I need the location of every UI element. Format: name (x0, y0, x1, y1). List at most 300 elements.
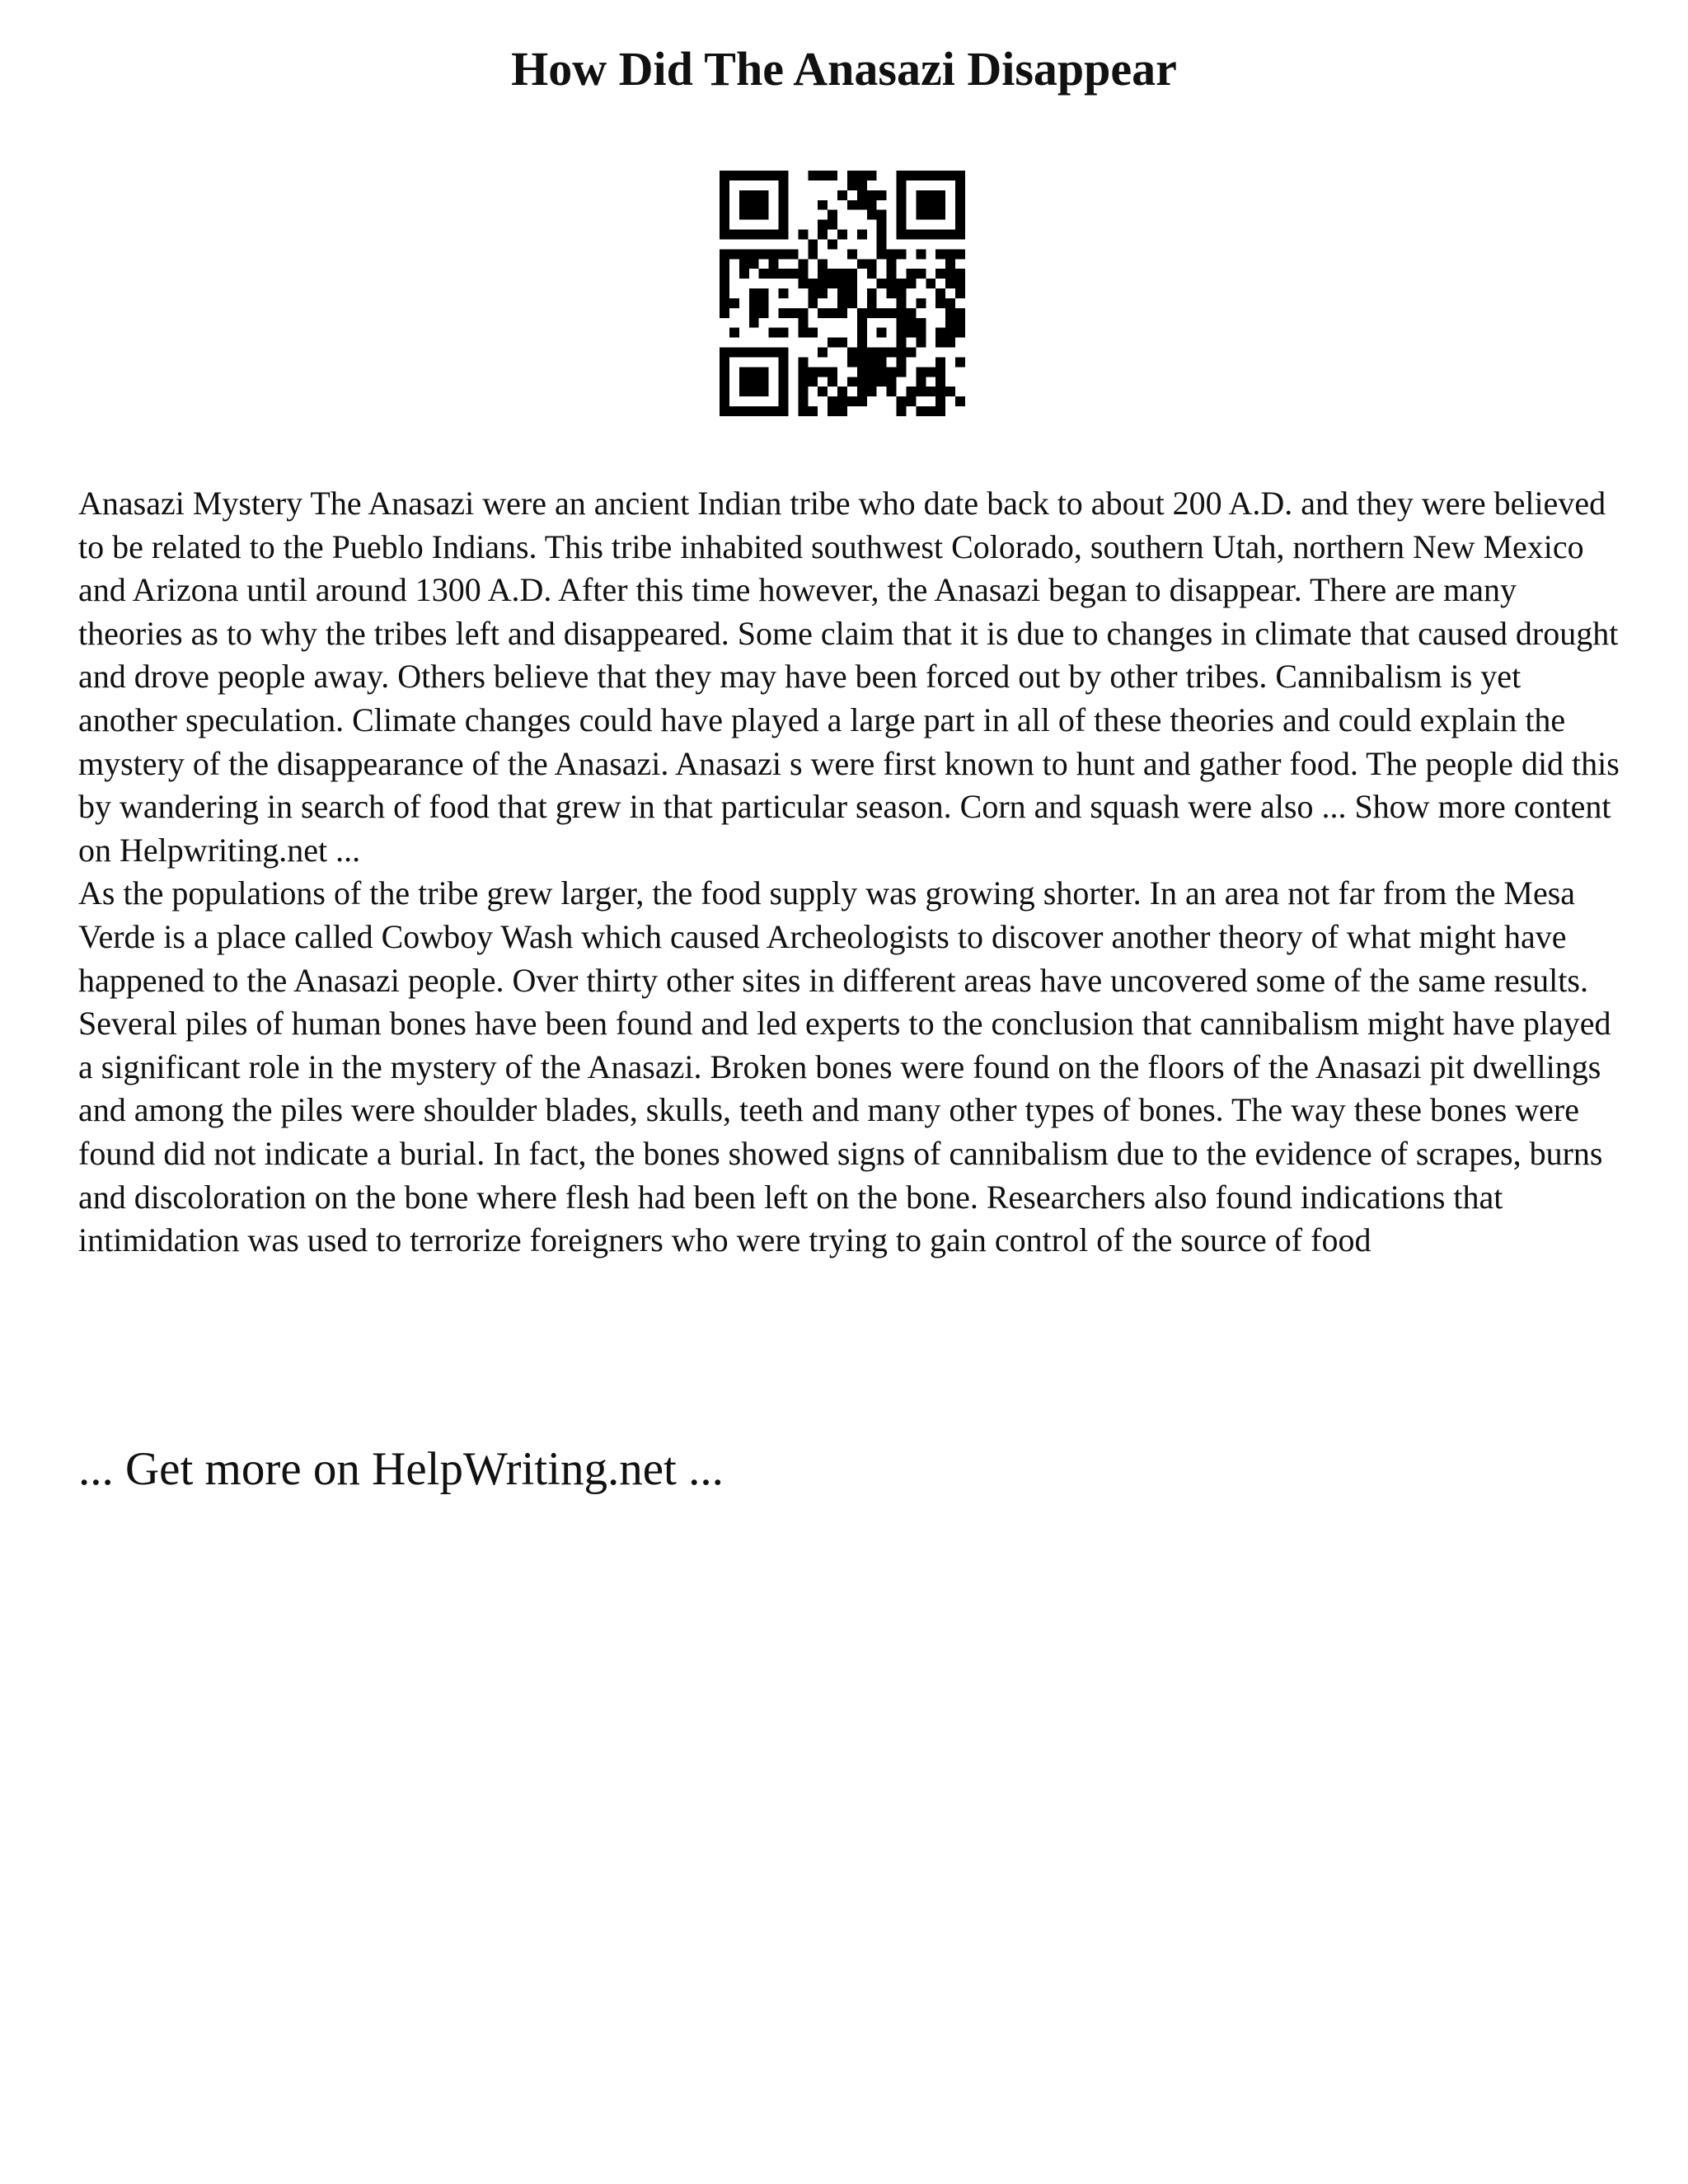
qr-module (769, 269, 779, 279)
qr-module (828, 210, 837, 220)
qr-module (739, 230, 749, 240)
qr-module (818, 279, 828, 288)
qr-module (926, 367, 935, 377)
qr-module (837, 288, 847, 298)
qr-module (897, 230, 907, 240)
qr-module (749, 259, 759, 269)
qr-module (818, 387, 828, 396)
qr-module (808, 239, 818, 249)
qr-module (828, 308, 837, 318)
qr-module (779, 406, 789, 416)
qr-module (720, 269, 729, 279)
qr-module (877, 210, 887, 220)
qr-module (779, 308, 789, 318)
qr-module (818, 288, 828, 298)
article-paragraph: Anasazi Mystery The Anasazi were an ancient Indian tribe who date back to about 200 A.D. and they were believed to be related to the Pueblo Indians. This tribe inhabited southwest Colorado, southern Utah, northern New Mexico and Arizona until around 1300 A.D. After this time however, the Anasazi began to disappear. There are many theories as to why the tribes left and disappeared. Some claim that it is due to changes in climate that caused drought and drove people away. Others believe that they may have been forced out by other tribes. Cannibalism is yet another speculation. Climate changes could have played a large part in all of these theories and could explain the mystery of the disappearance of the Anasazi. Anasazi s were first known to hunt and gather food. The people did this by wandering in search of food that grew in that particular season. Corn and squash were also ... Show more content on Helpwriting.net ... (78, 485, 1620, 869)
qr-module (729, 230, 739, 240)
qr-module (955, 279, 965, 288)
qr-module (818, 220, 828, 230)
qr-module (769, 249, 779, 259)
qr-module (867, 288, 877, 298)
qr-module (749, 190, 759, 200)
qr-module (935, 387, 945, 396)
qr-module (759, 171, 769, 180)
qr-module (779, 396, 789, 406)
qr-module (720, 298, 729, 308)
qr-module (877, 190, 887, 200)
qr-module (818, 367, 828, 377)
qr-module (935, 269, 945, 279)
qr-module (955, 171, 965, 180)
qr-module (945, 338, 955, 348)
qr-module (916, 190, 926, 200)
qr-module (808, 367, 818, 377)
qr-module (897, 210, 907, 220)
qr-module (945, 318, 955, 328)
page-title: How Did The Anasazi Disappear (511, 42, 1177, 96)
qr-module (759, 200, 769, 210)
qr-module (837, 230, 847, 240)
qr-module (916, 171, 926, 180)
qr-module (955, 210, 965, 220)
qr-module (877, 348, 887, 358)
qr-module (935, 377, 945, 387)
qr-module (897, 279, 907, 288)
qr-module (945, 279, 955, 288)
qr-module (749, 367, 759, 377)
qr-module (788, 249, 798, 259)
qr-module (935, 288, 945, 298)
qr-module (897, 249, 907, 259)
qr-module (877, 308, 887, 318)
qr-module (887, 308, 897, 318)
qr-module (887, 387, 897, 396)
qr-module (779, 377, 789, 387)
qr-module (788, 308, 798, 318)
qr-module (720, 210, 729, 220)
qr-module (945, 171, 955, 180)
qr-module (906, 279, 916, 288)
qr-module (759, 210, 769, 220)
qr-module (837, 269, 847, 279)
qr-module (916, 328, 926, 338)
qr-module (935, 230, 945, 240)
qr-module (779, 367, 789, 377)
qr-module (935, 249, 945, 259)
qr-module (935, 406, 945, 416)
qr-module (857, 259, 867, 269)
qr-module (828, 406, 837, 416)
qr-module (739, 249, 749, 259)
qr-module (749, 387, 759, 396)
qr-module (847, 180, 857, 190)
qr-module (955, 249, 965, 259)
qr-module (749, 377, 759, 387)
qr-module (837, 308, 847, 318)
qr-module (897, 318, 907, 328)
qr-module (897, 190, 907, 200)
qr-module (935, 328, 945, 338)
qr-module (739, 387, 749, 396)
qr-module (818, 171, 828, 180)
qr-module (818, 230, 828, 240)
qr-module (808, 328, 818, 338)
qr-module (739, 367, 749, 377)
qr-module (828, 338, 837, 348)
qr-module (847, 357, 857, 367)
qr-module (798, 230, 808, 240)
get-more-link[interactable]: ... Get more on HelpWriting.net ... (78, 1443, 724, 1495)
qr-module (877, 279, 887, 288)
qr-module (877, 367, 887, 377)
qr-module (749, 171, 759, 180)
qr-module (720, 377, 729, 387)
qr-module (877, 220, 887, 230)
qr-module (759, 288, 769, 298)
qr-module (837, 190, 847, 200)
qr-module (906, 171, 916, 180)
qr-module (867, 357, 877, 367)
qr-module (955, 200, 965, 210)
qr-module (857, 387, 867, 396)
qr-module (779, 288, 789, 298)
qr-module (935, 367, 945, 377)
qr-module (945, 230, 955, 240)
qr-module (945, 259, 955, 269)
qr-module (945, 298, 955, 308)
qr-module (720, 406, 729, 416)
qr-module (935, 396, 945, 406)
qr-module (798, 367, 808, 377)
qr-module (867, 259, 877, 269)
article-body (78, 482, 1628, 1263)
qr-module (779, 249, 789, 259)
qr-module (798, 279, 808, 288)
qr-module (867, 171, 877, 180)
qr-module (729, 298, 739, 308)
qr-module (857, 348, 867, 358)
qr-module (779, 357, 789, 367)
qr-module (798, 357, 808, 367)
qr-module (759, 406, 769, 416)
qr-module (955, 328, 965, 338)
qr-module (897, 308, 907, 318)
qr-module (720, 230, 729, 240)
qr-module (935, 200, 945, 210)
qr-module (808, 288, 818, 298)
qr-module (897, 367, 907, 377)
qr-module (837, 338, 847, 348)
qr-module (867, 308, 877, 318)
qr-module (867, 210, 877, 220)
qr-module (857, 171, 867, 180)
qr-module (779, 328, 789, 338)
qr-module (897, 298, 907, 308)
qr-module (867, 269, 877, 279)
qr-module (818, 200, 828, 210)
qr-module (935, 171, 945, 180)
qr-module (759, 348, 769, 358)
qr-module (769, 230, 779, 240)
qr-module (729, 348, 739, 358)
qr-module (945, 387, 955, 396)
qr-module (945, 269, 955, 279)
article-paragraph: As the populations of the tribe grew larger, the food supply was growing shorter. In an area not far from the Mesa Verde is a place called Cowboy Wash which caused Archeologists to discover another theory of what might have happened to the Anasazi people. Over thirty other sites in different areas have uncovered some of the same results. Several piles of human bones have been found and led experts to the conclusion that cannibalism might have played a significant role in the mystery of the Anasazi. Broken bones were found on the floors of the Anasazi pit dwellings and among the piles were shoulder blades, skulls, teeth and many other types of bones. The way these bones were found did not indicate a burial. In fact, the bones showed signs of cannibalism due to the evidence of scrapes, burns and discoloration on the bone where flesh had been left on the bone. Researchers also found indications that intimidation was used to terrorize foreigners who were trying to gain control of the source of food (78, 874, 1611, 1259)
qr-module (926, 200, 935, 210)
qr-module (906, 269, 916, 279)
qr-module (906, 318, 916, 328)
qr-module (818, 308, 828, 318)
qr-module (906, 308, 916, 318)
qr-module (897, 288, 907, 298)
qr-module (935, 190, 945, 200)
qr-module (749, 288, 759, 298)
qr-module (887, 367, 897, 377)
qr-module (887, 279, 897, 288)
qr-module (749, 210, 759, 220)
qr-module (739, 210, 749, 220)
qr-module (857, 396, 867, 406)
qr-module (916, 387, 926, 396)
qr-module (798, 387, 808, 396)
qr-module (916, 298, 926, 308)
qr-module (779, 180, 789, 190)
qr-module (808, 377, 818, 387)
qr-module (857, 318, 867, 328)
qr-module (720, 220, 729, 230)
qr-module (897, 338, 907, 348)
qr-module (828, 269, 837, 279)
qr-module (739, 406, 749, 416)
qr-module (887, 348, 897, 358)
qr-module (857, 377, 867, 387)
qr-module (798, 308, 808, 318)
qr-module (916, 318, 926, 328)
qr-module (857, 338, 867, 348)
qr-module (945, 308, 955, 318)
qr-module (739, 269, 749, 279)
qr-module (916, 269, 926, 279)
qr-module (739, 190, 749, 200)
qr-module (887, 288, 897, 298)
qr-module (808, 249, 818, 259)
qr-module (828, 220, 837, 230)
qr-module (857, 230, 867, 240)
qr-module (867, 367, 877, 377)
qr-module (877, 328, 887, 338)
qr-module (926, 171, 935, 180)
qr-module (926, 190, 935, 200)
qr-module (867, 348, 877, 358)
qr-module (720, 171, 729, 180)
qr-module (867, 200, 877, 210)
qr-module (788, 269, 798, 279)
qr-module (749, 200, 759, 210)
qr-module (779, 210, 789, 220)
qr-module (769, 259, 779, 269)
qr-module (847, 348, 857, 358)
qr-module (916, 200, 926, 210)
qr-module (739, 348, 749, 358)
qr-module (926, 210, 935, 220)
qr-module (720, 180, 729, 190)
qr-module (867, 298, 877, 308)
qr-module (955, 357, 965, 367)
qr-module (798, 318, 808, 328)
qr-module (759, 230, 769, 240)
qr-module (720, 190, 729, 200)
qr-module (847, 396, 857, 406)
qr-module (916, 338, 926, 348)
qr-module (720, 396, 729, 406)
qr-module (847, 288, 857, 298)
qr-module (759, 367, 769, 377)
qr-module (798, 328, 808, 338)
qr-module (906, 396, 916, 406)
qr-module (759, 190, 769, 200)
qr-module (847, 171, 857, 180)
qr-module (729, 406, 739, 416)
qr-module (779, 190, 789, 200)
qr-module (759, 269, 769, 279)
qr-module (749, 348, 759, 358)
qr-module (749, 230, 759, 240)
qr-module (847, 269, 857, 279)
qr-module (837, 387, 847, 396)
qr-module (818, 259, 828, 269)
qr-module (916, 230, 926, 240)
qr-module (720, 357, 729, 367)
qr-module (759, 377, 769, 387)
qr-module (926, 406, 935, 416)
qr-module (857, 328, 867, 338)
qr-module (779, 269, 789, 279)
qr-module (926, 387, 935, 396)
qr-module (798, 269, 808, 279)
qr-module (877, 357, 887, 367)
qr-module (720, 308, 729, 318)
qr-module (739, 259, 749, 269)
qr-module (955, 190, 965, 200)
qr-module (887, 269, 897, 279)
qr-module (926, 230, 935, 240)
qr-module (729, 249, 739, 259)
qr-module (749, 308, 759, 318)
qr-module (808, 279, 818, 288)
qr-module (955, 269, 965, 279)
qr-module (720, 259, 729, 269)
qr-module (877, 377, 887, 387)
qr-module (916, 249, 926, 259)
qr-module (808, 171, 818, 180)
qr-module (887, 377, 897, 387)
qr-module (729, 171, 739, 180)
qr-module (847, 298, 857, 308)
qr-module (808, 406, 818, 416)
qr-module (739, 200, 749, 210)
qr-module (867, 387, 877, 396)
qr-module (749, 406, 759, 416)
qr-module (955, 230, 965, 240)
qr-module (897, 348, 907, 358)
qr-module (877, 239, 887, 249)
qr-module (877, 249, 887, 259)
qr-module (906, 387, 916, 396)
qr-module (857, 200, 867, 210)
qr-module (935, 338, 945, 348)
qr-module (837, 406, 847, 416)
qr-module (759, 298, 769, 308)
qr-module (769, 348, 779, 358)
qr-module (955, 308, 965, 318)
qr-module (739, 377, 749, 387)
qr-module (906, 230, 916, 240)
qr-module (897, 406, 907, 416)
qr-module (887, 249, 897, 259)
qr-module (828, 239, 837, 249)
qr-module (779, 348, 789, 358)
qr-module (955, 220, 965, 230)
qr-module (847, 279, 857, 288)
qr-module (769, 406, 779, 416)
qr-module (720, 348, 729, 358)
qr-module (837, 396, 847, 406)
qr-module (837, 279, 847, 288)
qr-module (897, 357, 907, 367)
qr-module (779, 200, 789, 210)
qr-module (867, 377, 877, 387)
qr-module (887, 259, 897, 269)
qr-module (798, 396, 808, 406)
qr-module (769, 328, 779, 338)
qr-module (828, 171, 837, 180)
qr-module (897, 220, 907, 230)
qr-module (955, 396, 965, 406)
qr-module (897, 171, 907, 180)
qr-module (720, 249, 729, 259)
qr-module (720, 279, 729, 288)
qr-module (906, 348, 916, 358)
qr-module (897, 200, 907, 210)
qr-module (759, 249, 769, 259)
qr-module (847, 249, 857, 259)
qr-module (837, 298, 847, 308)
qr-module (897, 328, 907, 338)
qr-module (916, 377, 926, 387)
qr-module (720, 367, 729, 377)
qr-module (739, 171, 749, 180)
qr-module (916, 367, 926, 377)
qr-module (779, 171, 789, 180)
qr-code-icon (720, 171, 965, 416)
qr-module (828, 279, 837, 288)
qr-module (808, 298, 818, 308)
qr-module (916, 210, 926, 220)
qr-module (759, 387, 769, 396)
qr-module (955, 180, 965, 190)
qr-module (935, 357, 945, 367)
qr-module (759, 308, 769, 318)
qr-module (779, 230, 789, 240)
qr-module (828, 396, 837, 406)
qr-module (857, 357, 867, 367)
qr-module (945, 328, 955, 338)
qr-module (906, 328, 916, 338)
qr-module (877, 230, 887, 240)
qr-module (828, 377, 837, 387)
qr-module (818, 269, 828, 279)
qr-module (916, 406, 926, 416)
